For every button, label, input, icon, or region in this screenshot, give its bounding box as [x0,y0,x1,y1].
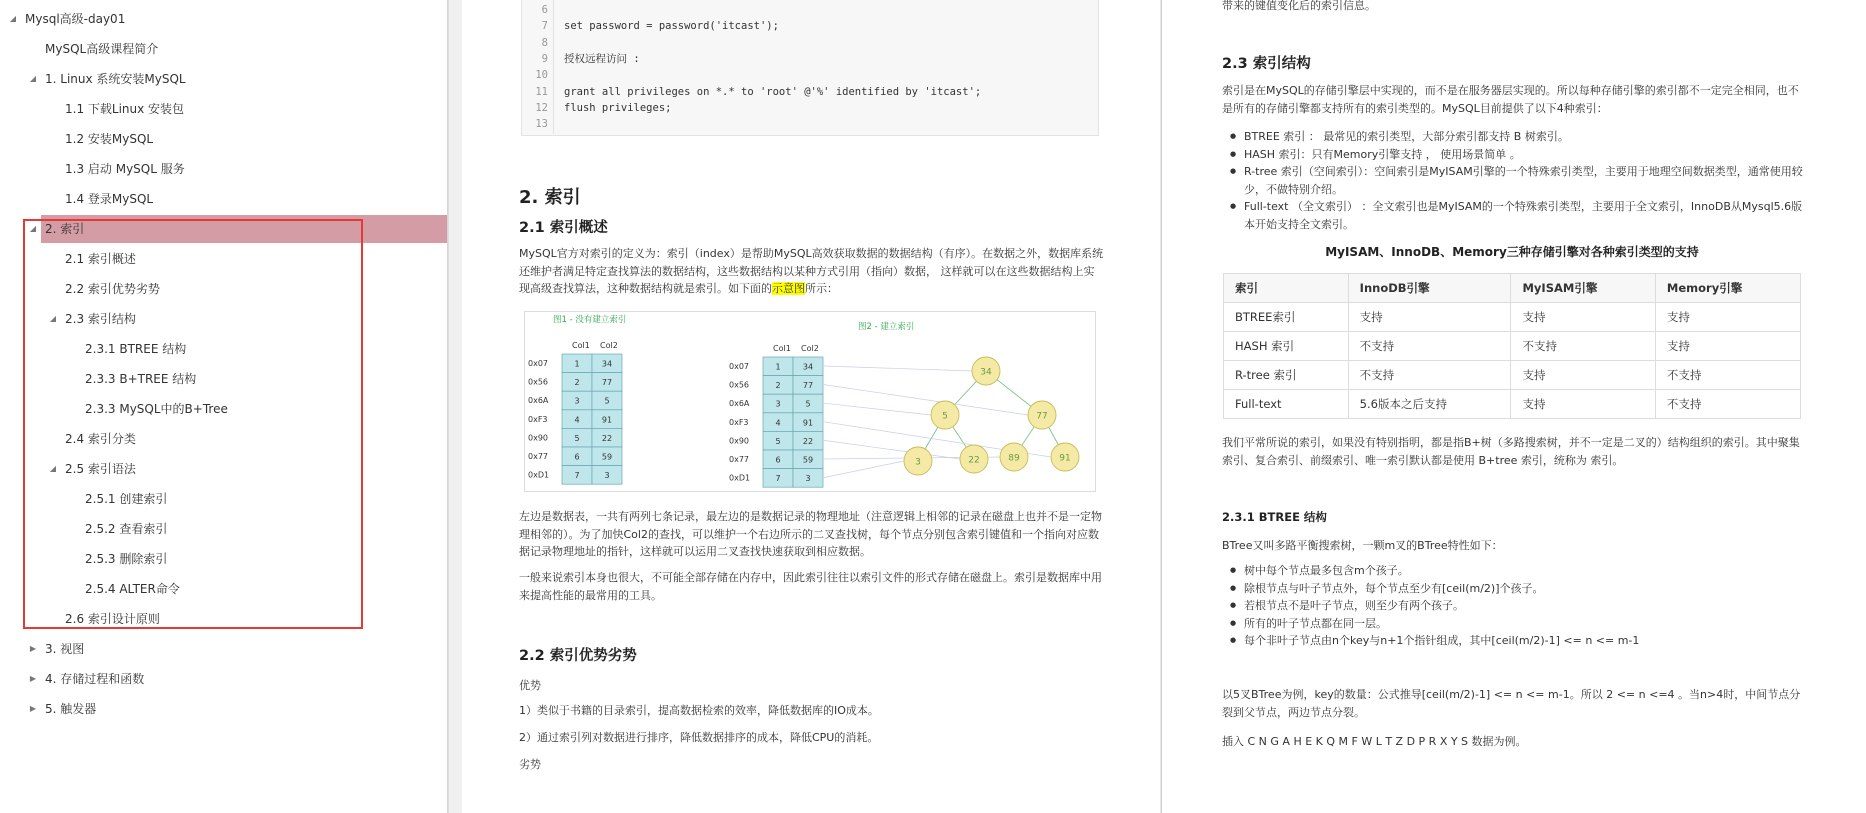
code-line-number: 7 [541,20,548,33]
toc-item-label: 2.5.1 创建索引 [85,492,168,506]
toc-item-label: 2.3 索引结构 [65,312,136,326]
table-no-index-col1-value: 2 [574,378,580,388]
heading-btree: 2.3.1 BTREE 结构 [1222,510,1327,524]
table-header-row [1224,274,1801,303]
outline-sidebar [0,0,448,813]
tree-node-value: 3 [915,457,921,468]
cons-label: 劣势 [519,758,541,771]
toc-item-label: 1.3 启动 MySQL 服务 [65,162,185,176]
table-with-index-address-label: 0x07 [729,362,750,371]
table-no-index-col1-value: 7 [574,471,580,481]
table-with-index-col2-value: 91 [802,418,814,428]
table-with-index-col1-value: 7 [775,474,781,484]
toc-item[interactable] [0,455,448,483]
toc-item[interactable] [0,665,448,693]
index-diagram [524,311,1096,492]
table-no-index-col2-value: 5 [604,396,610,406]
toc-item-label: 2.1 索引概述 [65,252,136,266]
table-no-index-col1-value: 1 [574,359,580,369]
table-with-index-col2-value: 77 [802,381,814,391]
table-no-index-col2-value: 77 [601,378,613,388]
pointer-line [824,403,931,415]
paragraph-insert: 插入 C N G A H E K Q M F W L T Z D P R X Y S 数据为例。 [1222,735,1527,748]
toc-item-label: 1.1 下载Linux 安装包 [65,102,185,116]
btree-property-item: ● 所有的叶子节点都在同一层。 [1230,615,1810,633]
table-no-index-col2-value: 34 [601,359,613,369]
paragraph-top: 带来的键值变化后的索引信息。 [1222,0,1376,12]
toc-item-label: 2. 索引 [45,222,85,236]
heading-index-structure: 2.3 索引结构 [1222,56,1311,72]
toc-item[interactable] [0,335,448,363]
engine-support-table [1223,273,1801,419]
table-with-index-address-label: 0xF3 [729,417,749,427]
table-caption: MyISAM、InnoDB、Memory三种存储引擎对各种索引类型的支持 [1325,245,1699,259]
table-cell: 支持 [1655,303,1800,332]
table-header-cell: MyISAM引擎 [1511,274,1655,303]
index-type-item: ● BTREE 索引 ： 最常见的索引类型，大部分索引都支持 B 树索引。 [1230,128,1810,146]
overview-text: MySQL官方对索引的定义为：索引（index）是帮助MySQL高效获取数据的数据结构（有序）。在数据之外，数据库系统还维护者满足特定查找算法的数据结构，这些数据结构以某种方式引用（指向）数据， 这样就可以在这些数据结构上实现高级查找算法，这种数据结构就是索引。如下面的 [519,247,1104,295]
table-row [1224,332,1801,361]
table-with-index-col1-value: 5 [775,436,781,446]
document-page-left [462,0,1160,813]
code-line-number: 12 [535,101,548,114]
btree-property-item: ● 若根节点不是叶子节点，则至少有两个孩子。 [1230,597,1810,615]
btree-property-item: ● 树中每个节点最多包含m个孩子。 [1230,562,1810,580]
tree-node-value: 34 [980,367,992,378]
collapse-arrow-icon[interactable]: ◢ [49,314,57,323]
toc-item-label: 2.5.3 删除索引 [85,552,168,566]
collapse-arrow-icon[interactable]: ◢ [9,14,17,23]
table-with-index-address-label: 0xD1 [729,473,751,483]
paragraph-disk: 一般来说索引本身也很大，不可能全部存储在内存中，因此索引往往以索引文件的形式存储在磁盘上。索引是数据库中用来提高性能的最常用的工具。 [519,571,1102,602]
table-with-index-address-label: 0x6A [729,399,750,409]
index-type-item: ● R-tree 索引（空间索引）：空间索引是MyISAM引擎的一个特殊索引类型，主要用于地理空间数据类型，通常使用较少，不做特别介绍。 [1230,163,1810,198]
toc-item-label: 2.4 索引分类 [65,432,136,446]
code-line-number: 9 [541,52,548,65]
toc-item-label: MySQL高级课程简介 [45,42,159,56]
toc-item[interactable] [0,695,448,723]
code-line-number: 11 [535,85,548,98]
toc-item-label: 5. 触发器 [45,702,97,716]
table-cell: 不支持 [1348,332,1511,361]
toc-item-label: 2.6 索引设计原则 [65,612,160,626]
expand-arrow-icon[interactable]: ▶ [29,674,37,683]
table-no-index-col2-value: 91 [601,415,613,425]
heading-index: 2. 索引 [519,187,581,208]
collapse-arrow-icon[interactable]: ◢ [29,74,37,83]
btree-properties-list [1230,562,1810,650]
paragraph-overview [519,245,1105,298]
code-line-number: 6 [541,4,548,16]
toc-item[interactable] [0,575,448,603]
table-cell: 支持 [1655,332,1800,361]
table-no-index-address-label: 0xD1 [528,470,550,480]
toc-item[interactable] [0,365,448,393]
toc-item[interactable] [0,5,448,33]
sidebar-scrollbar[interactable] [448,0,462,813]
table-no-index-address-label: 0x77 [528,452,549,461]
toc-item[interactable] [0,35,448,63]
table-no-index-address-label: 0x90 [528,433,549,443]
toc-item-label: 2.5.2 查看索引 [85,522,168,536]
toc-item[interactable] [0,485,448,513]
code-gutter [522,0,554,134]
figure-title-2: 图2 - 建立索引 [858,322,915,332]
toc-item[interactable] [0,95,448,123]
code-line-number: 8 [541,36,548,49]
document-page-right [1161,0,1866,813]
pros-label: 优势 [519,679,541,692]
table-no-index-col2-header: Col2 [600,341,618,350]
table-cell: 不支持 [1348,361,1511,390]
table-with-index-col2-value: 34 [802,362,814,372]
toc-item[interactable] [0,605,448,633]
index-types-list [1230,128,1810,233]
table-no-index-col1-value: 4 [574,415,580,425]
toc-item[interactable] [0,515,448,543]
code-line: flush privileges; [564,101,672,114]
overview-text-end: 所示： [805,282,838,295]
tree-node-value: 77 [1036,411,1048,422]
paragraph-left-table: 左边是数据表，一共有两列七条记录，最左边的是数据记录的物理地址（注意逻辑上相邻的记录在磁盘上也并不是一定物理相邻的）。为了加快Col2的查找，可以维护一个右边所示的二叉查找树，每个节点分别包含索引键值和一个指向对应数据记录物理地址的指针，这样就可以运用二叉查找快速获取到相应数据。 [519,510,1102,558]
toc-item-label: 2.5 索引语法 [65,462,136,476]
toc-item[interactable] [0,275,448,303]
pros-item-2: 2）通过索引列对数据进行排序，降低数据排序的成本，降低CPU的消耗。 [519,731,879,744]
table-no-index-address-label: 0xF3 [528,414,548,424]
table-row [1224,303,1801,332]
toc-item[interactable] [0,245,448,273]
toc-item-label: 2.2 索引优势劣势 [65,282,160,296]
table-with-index-col1-header: Col1 [773,344,791,353]
toc-item-label: 4. 存储过程和函数 [45,672,145,686]
table-header-cell: 索引 [1224,274,1349,303]
toc-item-label: 1. Linux 系统安装MySQL [45,72,186,86]
code-line-number: 13 [535,118,548,131]
code-line-number: 10 [535,69,548,82]
toc-item[interactable] [0,185,448,213]
pointer-line [824,440,960,459]
table-with-index-col2-value: 59 [802,455,814,465]
table-with-index-col1-value: 6 [775,455,781,465]
table-with-index-col1-value: 3 [775,399,781,409]
pros-item-1: 1）类似于书籍的目录索引，提高数据检索的效率，降低数据库的IO成本。 [519,704,879,717]
paragraph-structure: 索引是在MySQL的存储引擎层中实现的，而不是在服务器层实现的。所以每种存储引擎的索引都不一定完全相同，也不是所有的存储引擎都支持所有的索引类型的。MySQL目前提供了以下4种索引： [1222,84,1799,115]
table-cell: 支持 [1511,361,1655,390]
table-cell: 支持 [1511,303,1655,332]
table-row [1224,361,1801,390]
highlighted-text: 示意图 [772,282,805,295]
toc-item[interactable] [0,305,448,333]
toc-item-label: 2.3.1 BTREE 结构 [85,342,187,356]
tree-node-value: 5 [942,411,948,422]
table-header-cell: Memory引擎 [1655,274,1800,303]
table-no-index-address-label: 0x6A [528,396,549,406]
table-cell: R-tree 索引 [1224,361,1349,390]
toc-item-label: 2.3.3 MySQL中的B+Tree [85,402,228,416]
table-cell: 不支持 [1655,361,1800,390]
heading-index-overview: 2.1 索引概述 [519,220,608,236]
code-line: 授权远程访问 : [564,52,640,65]
toc-item-label: Mysql高级-day01 [25,12,126,26]
table-cell: 支持 [1348,303,1511,332]
table-cell: Full-text [1224,390,1349,419]
pointer-line [824,366,972,371]
table-no-index-address-label: 0x56 [528,377,549,387]
table-with-index-col1-value: 1 [775,362,781,372]
table-row [1224,390,1801,419]
toc-item[interactable] [0,635,448,663]
table-with-index-address-label: 0x90 [729,436,750,446]
table-with-index-address-label: 0x77 [729,455,750,464]
table-with-index-col1-value: 2 [775,381,781,391]
pointer-line [824,461,904,478]
table-cell: 支持 [1511,390,1655,419]
tree-node-value: 91 [1059,453,1071,464]
table-no-index-col2-value: 59 [601,452,613,462]
index-type-item: ● Full-text （全文索引） ：全文索引也是MyISAM的一个特殊索引类型，主要用于全文索引，InnoDB从Mysql5.6版本开始支持全文索引。 [1230,198,1810,233]
table-with-index-col2-value: 22 [802,436,814,446]
tree-node-value: 22 [968,455,980,466]
toc-item[interactable] [0,545,448,573]
table-cell: HASH 索引 [1224,332,1349,361]
toc-item[interactable] [0,155,448,183]
code-line: set password = password('itcast'); [564,20,779,33]
toc-item[interactable] [0,65,448,93]
paragraph-general: 我们平常所说的索引，如果没有特别指明，都是指B+树（多路搜索树，并不一定是二叉的）结构组织的索引。其中聚集索引、复合索引、前缀索引、唯一索引默认都是使用 B+tree 索引，统称为 索引。 [1222,436,1800,467]
toc-item-label: 1.2 安装MySQL [65,132,154,146]
toc-item[interactable] [0,125,448,153]
index-type-item: ● HASH 索引：只有Memory引擎支持 ， 使用场景简单 。 [1230,146,1810,164]
code-block [521,0,1099,136]
btree-property-item: ● 每个非叶子节点由n个key与n+1个指针组成，其中[ceil(m/2)-1] <= n <= m-1 [1230,632,1810,650]
expand-arrow-icon[interactable]: ▶ [29,644,37,653]
table-no-index-col1-value: 5 [574,433,580,443]
table-with-index-col2-value: 3 [805,474,811,484]
table-no-index-col1-value: 3 [574,396,580,406]
paragraph-example: 以5叉BTree为例，key的数量：公式推导[ceil(m/2)-1] <= n <= m-1。所以 2 <= n <=4 。当n>4时，中间节点分裂到父节点，两边节点分裂。 [1222,688,1801,719]
figure-title-1: 图1 - 没有建立索引 [553,315,627,325]
table-no-index-col2-value: 3 [604,471,610,481]
table-cell: 不支持 [1655,390,1800,419]
tree-node-value: 89 [1008,453,1020,464]
pointer-line [824,385,1028,415]
toc-item-label: 1.4 登录MySQL [65,192,154,206]
table-cell: 不支持 [1511,332,1655,361]
index-diagram-svg [525,312,1097,493]
table-cell: BTREE索引 [1224,303,1349,332]
toc-item[interactable] [29,215,448,243]
table-with-index-col1-value: 4 [775,418,781,428]
btree-property-item: ● 除根节点与叶子节点外，每个节点至少有[ceil(m/2)]个孩子。 [1230,580,1810,598]
paragraph-btree: BTree又叫多路平衡搜索树，一颗m叉的BTree特性如下： [1222,539,1503,552]
table-header-cell: InnoDB引擎 [1348,274,1511,303]
code-line: grant all privileges on *.* to 'root' @'%' identified by 'itcast'; [564,85,982,98]
table-with-index-col2-header: Col2 [801,344,819,353]
collapse-arrow-icon[interactable]: ◢ [49,464,57,473]
table-no-index-col1-header: Col1 [572,341,590,350]
table-no-index-col2-value: 22 [601,433,613,443]
table-with-index-address-label: 0x56 [729,380,750,390]
toc-item-label: 2.5.4 ALTER命令 [85,582,180,596]
toc-item[interactable] [0,395,448,423]
table-cell: 5.6版本之后支持 [1348,390,1511,419]
table-no-index-col1-value: 6 [574,452,580,462]
toc-item[interactable] [0,425,448,453]
heading-pros-cons: 2.2 索引优势劣势 [519,648,637,664]
table-with-index-col2-value: 5 [805,399,811,409]
table-no-index-address-label: 0x07 [528,359,549,368]
expand-arrow-icon[interactable]: ▶ [29,704,37,713]
toc-item-label: 2.3.3 B+TREE 结构 [85,372,197,386]
toc-item-label: 3. 视图 [45,642,85,656]
collapse-arrow-icon[interactable]: ◢ [29,224,37,233]
